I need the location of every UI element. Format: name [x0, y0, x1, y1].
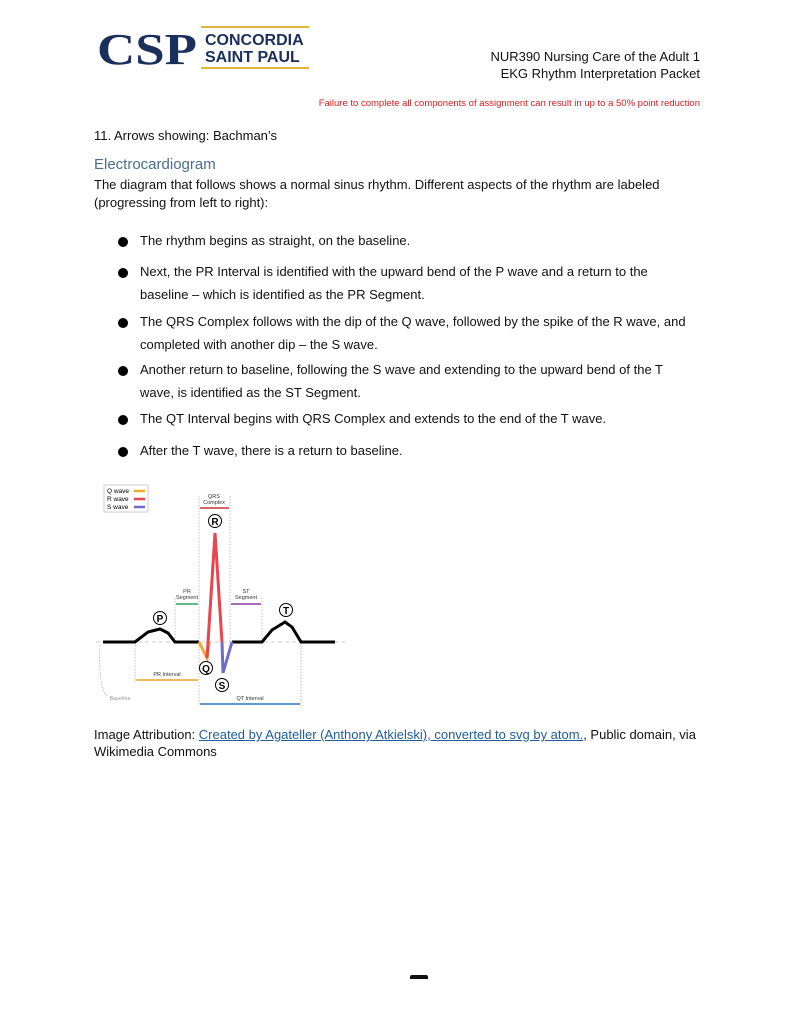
- bullet-icon: [118, 237, 128, 247]
- legend-s: S wave: [107, 504, 129, 511]
- svg-text:PR: PR: [183, 589, 191, 595]
- legend-r: R wave: [107, 496, 129, 503]
- svg-text:Baseline: Baseline: [109, 696, 131, 702]
- bullet-text: After the T wave, there is a return to baseline.: [140, 443, 403, 458]
- svg-text:T: T: [282, 606, 290, 617]
- attribution-line-1: [94, 727, 696, 742]
- section-heading: Electrocardiogram: [94, 156, 216, 173]
- r-wave: [207, 533, 222, 658]
- bullet-icon: [118, 366, 128, 376]
- svg-text:SAINT PAUL: SAINT PAUL: [205, 49, 300, 66]
- svg-text:ST: ST: [242, 589, 250, 595]
- svg-text:Segment: Segment: [234, 595, 258, 601]
- page-footer-mark: [410, 975, 428, 979]
- bullet-icon: [118, 318, 128, 328]
- bullet-icon: [118, 447, 128, 457]
- bullet-text: Another return to baseline, following the S wave and extending to the upward bend of the T: [140, 362, 663, 377]
- svg-text:Segment: Segment: [175, 595, 199, 601]
- svg-text:S: S: [218, 681, 226, 692]
- svg-text:Complex: Complex: [203, 500, 225, 506]
- bullet-text: wave, is identified as the ST Segment.: [140, 385, 361, 400]
- intro-line-2: (progressing from left to right):: [94, 195, 269, 210]
- question-text: 11. Arrows showing: Bachman’s: [94, 128, 278, 143]
- course-title: NUR390 Nursing Care of the Adult 1: [490, 49, 700, 64]
- bullet-text: baseline – which is identified as the PR Segment.: [140, 287, 425, 302]
- attribution-suffix: , Public domain, via: [583, 727, 696, 742]
- bullet-icon: [118, 268, 128, 278]
- attribution-link[interactable]: Created by Agateller (Anthony Atkielski), converted to svg by atom.: [198, 727, 584, 742]
- svg-text:CSP: CSP: [97, 26, 197, 70]
- packet-title: EKG Rhythm Interpretation Packet: [500, 66, 700, 81]
- t-wave: [232, 622, 335, 642]
- warning-text: Failure to complete all components of assignment can result in up to a 50% point reduction: [318, 98, 700, 109]
- bullet-text: completed with another dip – the S wave.: [140, 337, 378, 352]
- svg-text:QRS: QRS: [208, 494, 220, 500]
- bullet-text: The rhythm begins as straight, on the baseline.: [140, 233, 411, 248]
- p-wave: [103, 629, 199, 642]
- svg-text:P: P: [156, 614, 164, 625]
- bullet-text: Next, the PR Interval is identified with the upward bend of the P wave and a return to the: [140, 264, 648, 279]
- intro-line-1: The diagram that follows shows a normal sinus rhythm. Different aspects of the rhythm are labeled: [94, 177, 660, 192]
- svg-text:CONCORDIA: CONCORDIA: [205, 32, 304, 49]
- csp-logo: [97, 26, 309, 70]
- bullet-text: The QRS Complex follows with the dip of the Q wave, followed by the spike of the R wave, and: [140, 314, 686, 329]
- attribution-prefix: Image Attribution:: [94, 727, 199, 742]
- legend-q: Q wave: [107, 488, 130, 495]
- ekg-diagram: [90, 480, 350, 710]
- bullet-text: The QT Interval begins with QRS Complex and extends to the end of the T wave.: [140, 411, 607, 426]
- attribution-line-2: Wikimedia Commons: [94, 744, 217, 759]
- s-wave: [222, 642, 232, 673]
- svg-text:PR Interval: PR Interval: [153, 672, 181, 678]
- svg-text:Q: Q: [202, 664, 210, 675]
- svg-text:QT Interval: QT Interval: [236, 696, 264, 702]
- bullet-icon: [118, 415, 128, 425]
- svg-text:R: R: [211, 517, 219, 528]
